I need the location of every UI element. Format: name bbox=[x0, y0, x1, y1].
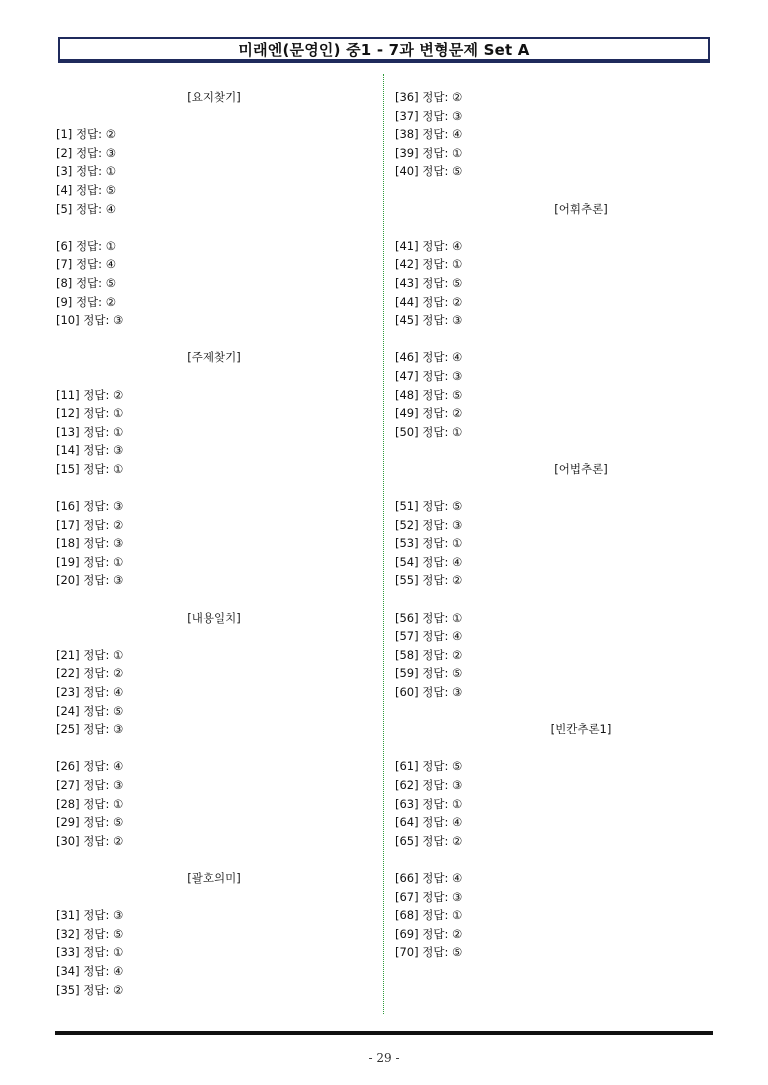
spacer bbox=[56, 590, 356, 609]
answer-line: [10] 정답: ③ bbox=[56, 313, 124, 328]
answer-line: [14] 정답: ③ bbox=[56, 443, 124, 458]
spacer bbox=[395, 702, 585, 721]
answer-line: [12] 정답: ① bbox=[56, 406, 124, 421]
footer-rule bbox=[55, 1031, 713, 1035]
answer-line: [39] 정답: ① bbox=[395, 145, 463, 160]
answer-line: [47] 정답: ③ bbox=[395, 368, 463, 383]
spacer bbox=[395, 441, 585, 460]
answer-line: [9] 정답: ② bbox=[56, 294, 117, 309]
answer-line: [31] 정답: ③ bbox=[56, 908, 124, 923]
spacer bbox=[56, 218, 356, 237]
answer-line: [44] 정답: ② bbox=[395, 294, 463, 309]
page-number: - 29 - bbox=[368, 1051, 400, 1065]
answer-line: [4] 정답: ⑤ bbox=[56, 182, 117, 197]
answer-line: [56] 정답: ① bbox=[395, 610, 463, 625]
column-divider bbox=[383, 74, 384, 1014]
answer-line: [69] 정답: ② bbox=[395, 926, 463, 941]
answer-line: [43] 정답: ⑤ bbox=[395, 275, 463, 290]
answer-line: [45] 정답: ③ bbox=[395, 313, 463, 328]
answer-line: [6] 정답: ① bbox=[56, 238, 117, 253]
section-heading: [괄호의미] bbox=[187, 870, 241, 885]
answer-line: [68] 정답: ① bbox=[395, 908, 463, 923]
answer-line: [13] 정답: ① bbox=[56, 424, 124, 439]
answer-line: [67] 정답: ③ bbox=[395, 889, 463, 904]
answer-line: [52] 정답: ③ bbox=[395, 517, 463, 532]
answer-line: [61] 정답: ⑤ bbox=[395, 759, 463, 774]
answer-line: [22] 정답: ② bbox=[56, 666, 124, 681]
spacer bbox=[56, 850, 356, 869]
page-title: 미래엔(문영인) 중1 - 7과 변형문제 Set A bbox=[238, 40, 530, 59]
answer-line: [53] 정답: ① bbox=[395, 536, 463, 551]
answer-line: [59] 정답: ⑤ bbox=[395, 666, 463, 681]
answer-line: [70] 정답: ⑤ bbox=[395, 945, 463, 960]
spacer bbox=[56, 627, 356, 646]
answer-line: [65] 정답: ② bbox=[395, 833, 463, 848]
answer-line: [17] 정답: ② bbox=[56, 517, 124, 532]
answer-line: [64] 정답: ④ bbox=[395, 815, 463, 830]
answer-line: [26] 정답: ④ bbox=[56, 759, 124, 774]
spacer bbox=[395, 478, 585, 497]
answer-line: [37] 정답: ③ bbox=[395, 108, 463, 123]
answer-line: [19] 정답: ① bbox=[56, 554, 124, 569]
answer-line: [1] 정답: ② bbox=[56, 127, 117, 142]
answer-line: [29] 정답: ⑤ bbox=[56, 815, 124, 830]
answer-line: [62] 정답: ③ bbox=[395, 777, 463, 792]
section-heading: [주제찾기] bbox=[187, 350, 241, 365]
answer-line: [30] 정답: ② bbox=[56, 833, 124, 848]
answer-line: [3] 정답: ① bbox=[56, 164, 117, 179]
spacer bbox=[56, 478, 356, 497]
answer-line: [50] 정답: ① bbox=[395, 424, 463, 439]
answer-line: [42] 정답: ① bbox=[395, 257, 463, 272]
answer-line: [32] 정답: ⑤ bbox=[56, 926, 124, 941]
answer-line: [27] 정답: ③ bbox=[56, 777, 124, 792]
answer-line: [58] 정답: ② bbox=[395, 647, 463, 662]
answer-line: [11] 정답: ② bbox=[56, 387, 124, 402]
spacer bbox=[395, 850, 585, 869]
answer-line: [23] 정답: ④ bbox=[56, 685, 124, 699]
answer-line: [7] 정답: ④ bbox=[56, 257, 117, 272]
right-column bbox=[395, 88, 612, 962]
section-heading: [요지찾기] bbox=[187, 90, 241, 104]
answer-line: [25] 정답: ③ bbox=[56, 722, 124, 737]
spacer bbox=[395, 330, 585, 349]
answer-line: [46] 정답: ④ bbox=[395, 350, 463, 365]
answer-line: [20] 정답: ③ bbox=[56, 573, 124, 588]
section-heading: [내용일치] bbox=[187, 610, 241, 625]
answer-line: [35] 정답: ② bbox=[56, 982, 124, 997]
answer-line: [66] 정답: ④ bbox=[395, 870, 463, 885]
spacer bbox=[56, 330, 356, 349]
answer-line: [18] 정답: ③ bbox=[56, 536, 124, 551]
answer-line: [34] 정답: ④ bbox=[56, 963, 124, 978]
answer-line: [24] 정답: ⑤ bbox=[56, 703, 124, 718]
spacer bbox=[395, 739, 585, 758]
answer-line: [51] 정답: ⑤ bbox=[395, 499, 463, 514]
answer-line: [16] 정답: ③ bbox=[56, 499, 124, 514]
spacer bbox=[56, 888, 356, 907]
answer-line: [60] 정답: ③ bbox=[395, 685, 463, 699]
answer-line: [8] 정답: ⑤ bbox=[56, 275, 117, 290]
spacer bbox=[395, 181, 585, 200]
answer-line: [55] 정답: ② bbox=[395, 573, 463, 588]
answer-line: [41] 정답: ④ bbox=[395, 238, 463, 253]
answer-line: [15] 정답: ① bbox=[56, 461, 124, 476]
spacer bbox=[395, 590, 585, 609]
answer-line: [57] 정답: ④ bbox=[395, 629, 463, 644]
section-heading: [빈칸추론1] bbox=[550, 722, 612, 737]
answer-line: [5] 정답: ④ bbox=[56, 201, 117, 216]
answer-line: [36] 정답: ② bbox=[395, 90, 463, 104]
answer-line: [2] 정답: ③ bbox=[56, 145, 117, 160]
section-heading: [어법추론] bbox=[554, 461, 608, 476]
answer-line: [33] 정답: ① bbox=[56, 945, 124, 960]
section-heading: [어휘추론] bbox=[554, 201, 608, 216]
spacer bbox=[56, 107, 356, 126]
answer-line: [21] 정답: ① bbox=[56, 647, 124, 662]
spacer bbox=[395, 218, 585, 237]
answer-line: [54] 정답: ④ bbox=[395, 554, 463, 569]
title-box bbox=[58, 37, 710, 63]
left-column bbox=[56, 88, 356, 999]
answer-line: [28] 정답: ① bbox=[56, 796, 124, 811]
answer-line: [40] 정답: ⑤ bbox=[395, 164, 463, 179]
answer-line: [38] 정답: ④ bbox=[395, 127, 463, 142]
answer-line: [48] 정답: ⑤ bbox=[395, 387, 463, 402]
answer-line: [49] 정답: ② bbox=[395, 406, 463, 421]
answer-line: [63] 정답: ① bbox=[395, 796, 463, 811]
spacer bbox=[56, 739, 356, 758]
spacer bbox=[56, 367, 356, 386]
